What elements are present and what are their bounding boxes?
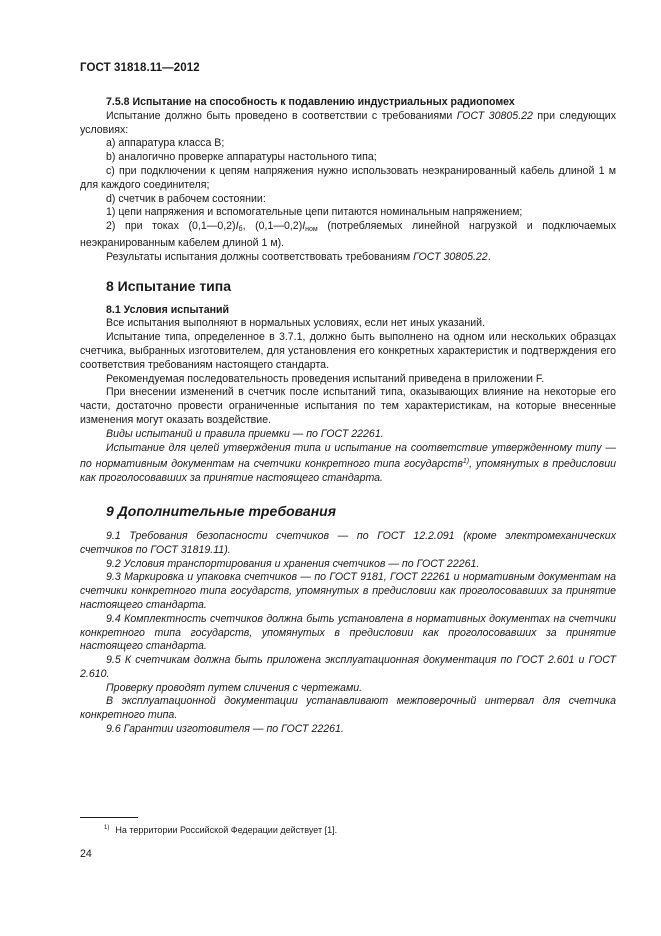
paragraph: Проверку проводят путем сличения с чертежами. <box>106 681 363 694</box>
list-item: с) при подключении к цепям напряжения нужно использовать неэкранированный кабель длиной 1 м для каждого соединителя; <box>80 164 616 191</box>
footnote-mark: 1) <box>462 458 470 466</box>
section-8-title: 8 Испытание типа <box>106 277 232 294</box>
paragraph: Все испытания выполняют в нормальных условиях, если нет иных указаний. <box>106 317 486 330</box>
list-item: b) аналогично проверке аппаратуры настольного типа; <box>106 151 377 164</box>
standard-reference: ГОСТ 30805.22 <box>456 109 533 122</box>
paragraph: 9.1 Требования безопасности счетчиков — по ГОСТ 12.2.091 (кроме электромеханических счетчиков по ГОСТ 31819.11). <box>80 529 616 556</box>
list-item: 1) цепи напряжения и вспомогательные цепи питаются номинальным напряжением; <box>106 206 523 219</box>
list-item: 2) при токах $(0,1—0,2)I_б$, $(0,1—0,2)I_{ном}$ (потребляемых линейной нагрузкой и подключаемых неэкранированным кабелем длиной 1 м). <box>80 220 616 249</box>
footnote-divider <box>80 817 138 818</box>
footnote-text: На территории Российской Федерации действует [1]. <box>115 825 338 835</box>
paragraph: Результаты испытания должны соответствовать требованиям ГОСТ 30805.22. <box>106 250 491 263</box>
paragraph: Рекомендуемая последовательность проведения испытаний приведена в приложении F. <box>106 372 545 385</box>
paragraph: 9.6 Гарантии изготовителя — по ГОСТ 22261. <box>106 723 344 736</box>
section-8-1-title: 8.1 Условия испытаний <box>106 303 230 316</box>
paragraph: 9.5 К счетчикам должна быть приложена эксплуатационная документация по ГОСТ 2.601 и ГОСТ 2.610. <box>80 654 616 680</box>
standard-reference: ГОСТ 30805.22 <box>413 250 488 263</box>
paragraph: В эксплуатационной документации устанавливают межповерочный интервал для счетчика конкретного типа. <box>80 695 616 722</box>
section-9-title: 9 Дополнительные требования <box>106 502 336 519</box>
list-item: d) счетчик в рабочем состоянии: <box>106 192 266 205</box>
section-7-5-8-title: 7.5.8 Испытание на способность к подавлению индустриальных радиопомех <box>106 96 515 108</box>
paragraph: 9.4 Комплектность счетчиков должна быть установлена в нормативных документах на счетчики конкретного типа государств, упомянутых в предисловии как проголосовавших за принятие настоящего стандарта. <box>80 612 616 653</box>
paragraph: При внесении изменений в счетчик после испытаний типа, оказывающих влияние на некоторые его части, достаточно провести ограниченные испытания по тем характеристикам, на которые внесенные изменения могут оказать воздействие. <box>80 386 616 426</box>
list-item: а) аппаратура класса B; <box>106 137 225 150</box>
paragraph: 9.2 Условия транспортирования и хранения счетчиков — по ГОСТ 22261. <box>106 557 480 570</box>
paragraph: Испытание для целей утверждения типа и испытание на соответствие утвержденному типу — по нормативным документам на счетчики конкретного типа государств$^{1)}$, упомянутых в предисловии как проголосовавших за принятие настоящего стандарта. <box>80 441 616 485</box>
paragraph: 9.3 Маркировка и упаковка счетчиков — по ГОСТ 9181, ГОСТ 22261 и нормативным документам на счетчики конкретного типа государств, упомянутых в предисловии как проголосовавших за принятие настоящего стандарта. <box>80 571 616 611</box>
footnote-mark: 1) <box>104 825 110 831</box>
paragraph: Испытание должно быть проведено в соответствии с требованиями ГОСТ 30805.22 при следующих условиях: <box>80 109 616 136</box>
page-body <box>80 96 616 737</box>
page-number: 24 <box>80 848 92 860</box>
paragraph: Виды испытаний и правила приемки — по ГОСТ 22261. <box>106 427 384 440</box>
footnote <box>104 825 337 835</box>
paragraph: Испытание типа, определенное в 3.7.1, должно быть выполнено на одном или нескольких образцах счетчика, выбранных изготовителем, для установления его конкретных характеристик и подтверждения его соответствия требованиям настоящего стандарта. <box>80 331 616 371</box>
document-header: ГОСТ 31818.11—2012 <box>80 62 200 74</box>
